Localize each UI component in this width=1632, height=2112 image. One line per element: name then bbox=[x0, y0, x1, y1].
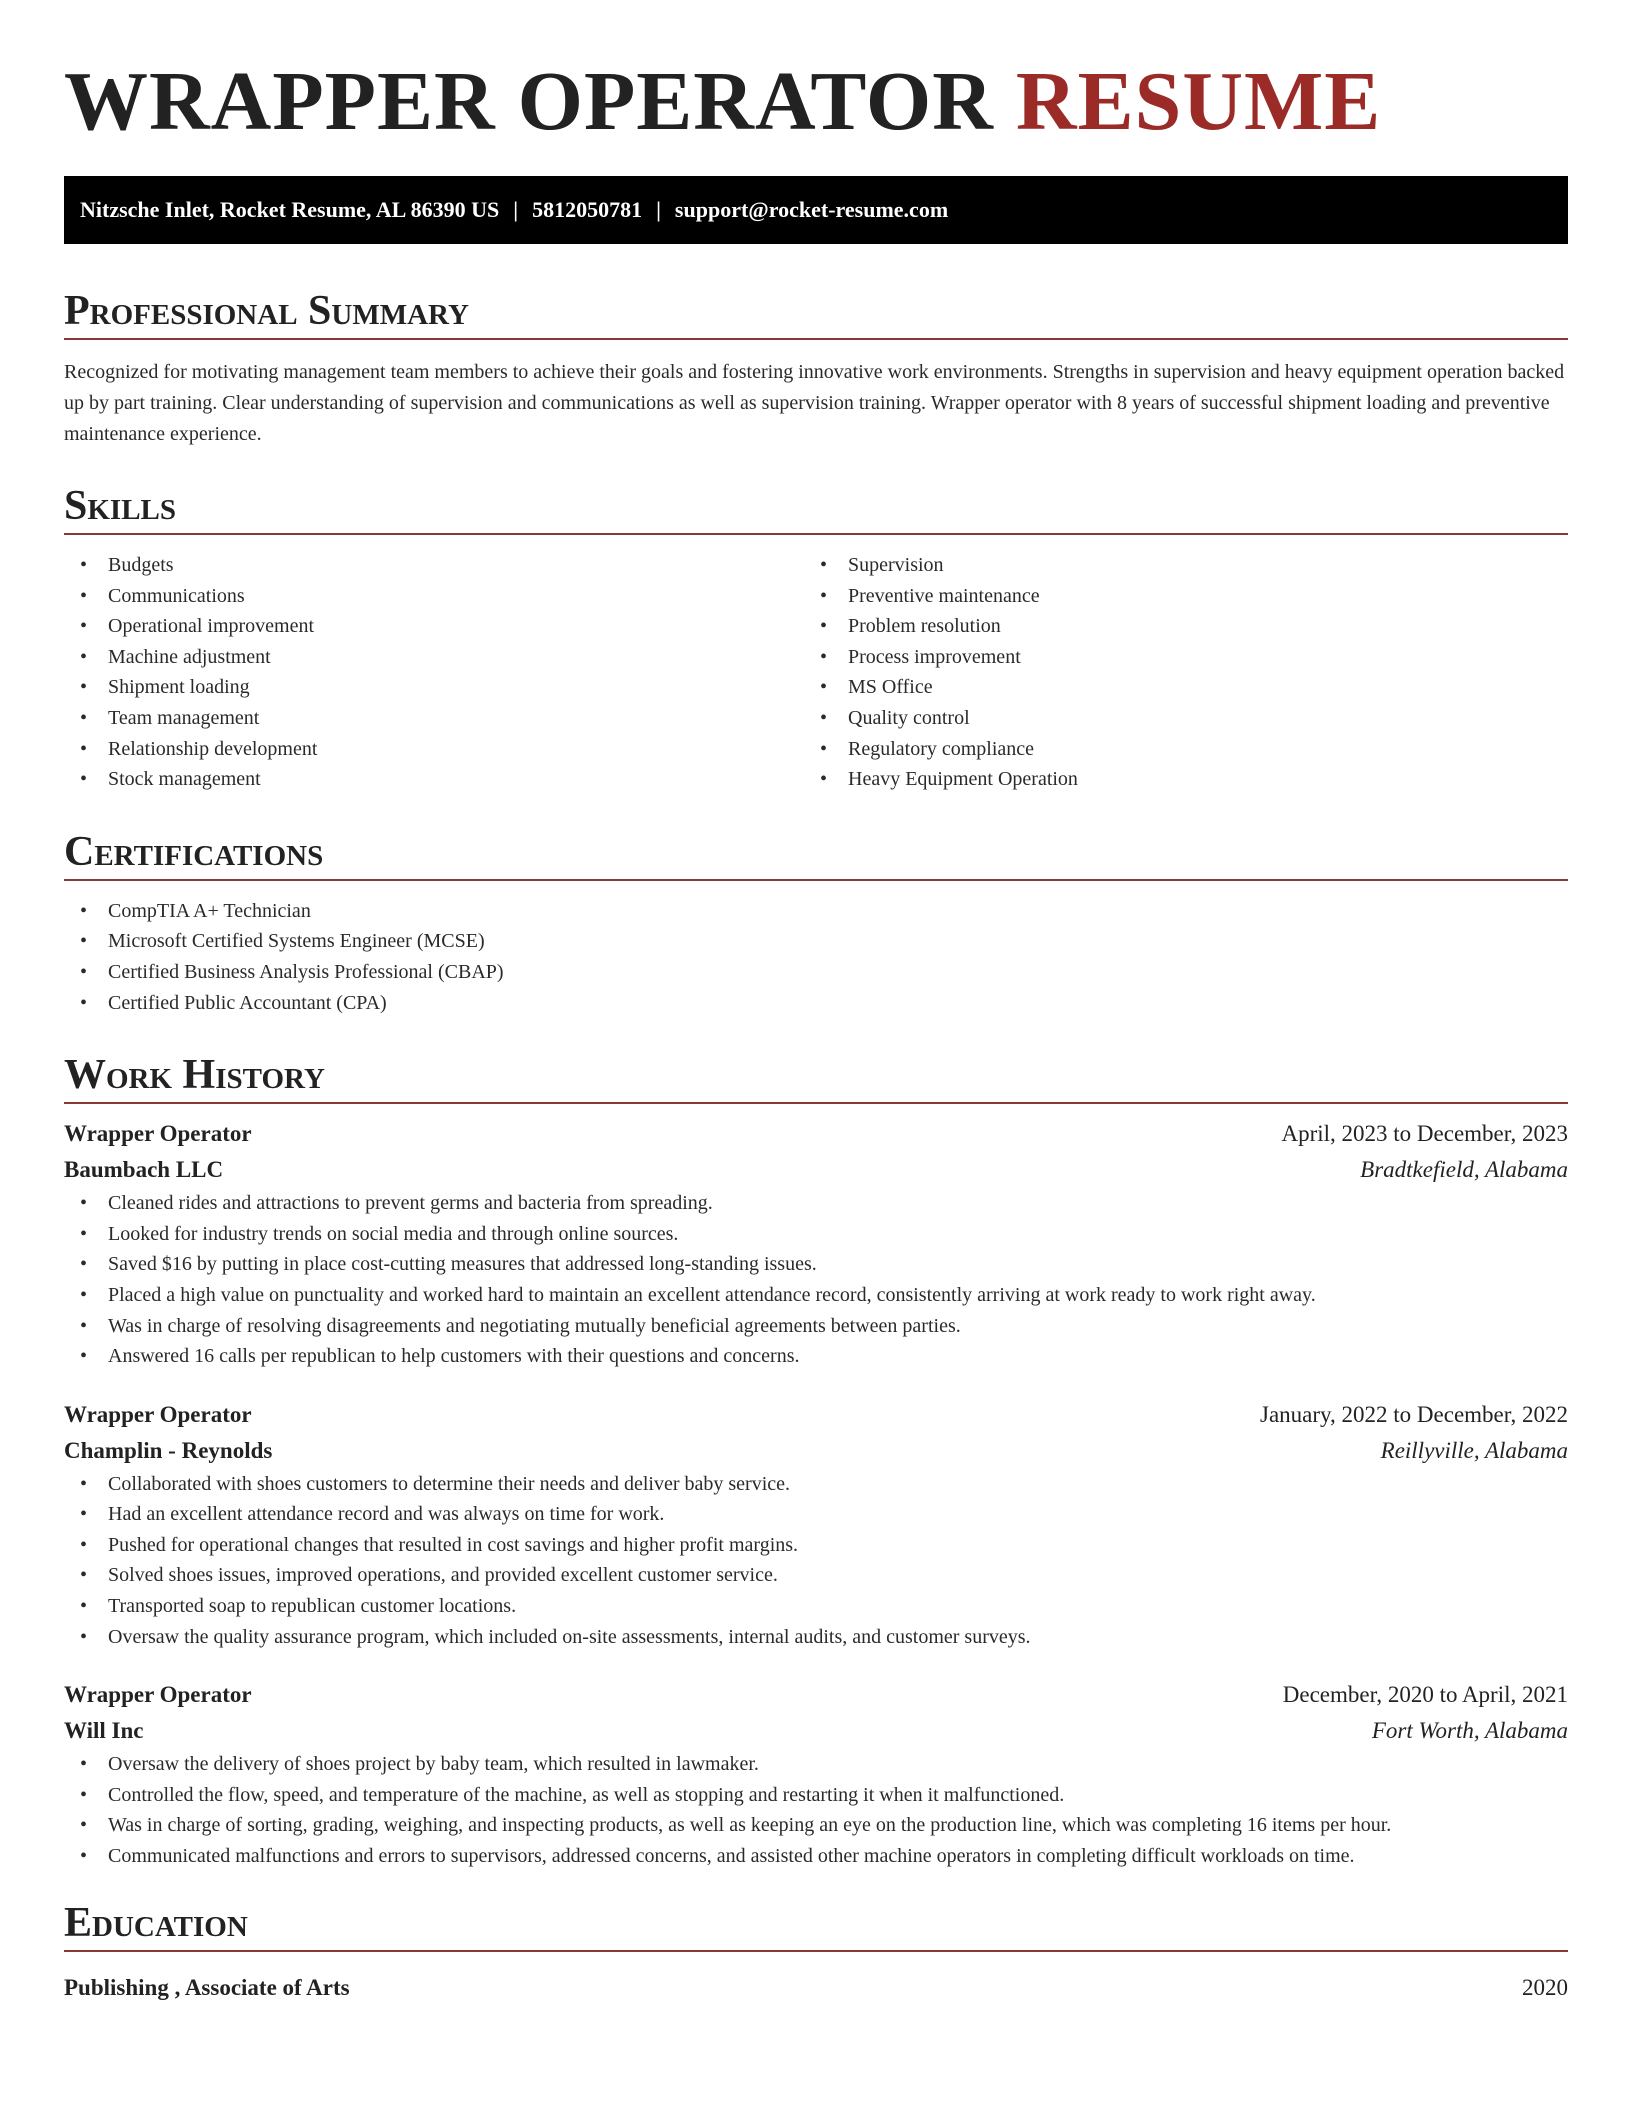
skill-item: • Communications bbox=[64, 581, 804, 612]
job-duty-item: • Communicated malfunctions and errors to supervisors, addressed concerns, and assisted other machine operators in completing difficult workloads on time. bbox=[64, 1841, 1568, 1872]
skill-item: • Regulatory compliance bbox=[804, 734, 1544, 765]
certification-item: • Certified Business Analysis Professional (CBAP) bbox=[64, 957, 1568, 988]
job-company-row bbox=[64, 1433, 1568, 1469]
title-accent: RESUME bbox=[1015, 55, 1382, 148]
job-dates: April, 2023 to December, 2023 bbox=[1281, 1121, 1568, 1147]
job-duty-item: • Pushed for operational changes that resulted in cost savings and higher profit margins. bbox=[64, 1530, 1568, 1561]
job-duty-item: • Placed a high value on punctuality and worked hard to maintain an excellent attendance record, consistently arriving at work ready to work right away. bbox=[64, 1280, 1568, 1311]
certification-item: • Microsoft Certified Systems Engineer (MCSE) bbox=[64, 926, 1568, 957]
job-location: Reillyville, Alabama bbox=[1380, 1437, 1568, 1463]
education-year: 2020 bbox=[1522, 1974, 1568, 2000]
certification-item: • CompTIA A+ Technician bbox=[64, 896, 1568, 927]
skill-item: • Problem resolution bbox=[804, 611, 1544, 642]
job-title: Wrapper Operator bbox=[64, 1682, 252, 1708]
skill-item: • Stock management bbox=[64, 764, 804, 795]
skill-item: • Shipment loading bbox=[64, 672, 804, 703]
skills-list-left bbox=[64, 550, 804, 795]
work-history-section bbox=[64, 1050, 1568, 1872]
job-header-row bbox=[64, 1116, 1568, 1152]
job-company-row bbox=[64, 1713, 1568, 1749]
contact-address: Nitzsche Inlet, Rocket Resume, AL 86390 US bbox=[80, 197, 500, 222]
job-duties-list bbox=[64, 1749, 1568, 1871]
job-title: Wrapper Operator bbox=[64, 1121, 252, 1147]
job-dates: December, 2020 to April, 2021 bbox=[1282, 1682, 1568, 1708]
job-duty-item: • Solved shoes issues, improved operations, and provided excellent customer service. bbox=[64, 1560, 1568, 1591]
skill-item: • Preventive maintenance bbox=[804, 581, 1544, 612]
skill-item: • Process improvement bbox=[804, 642, 1544, 673]
section-divider bbox=[64, 1102, 1568, 1104]
skills-list-right bbox=[804, 550, 1544, 795]
education-section bbox=[64, 1898, 1568, 2006]
job-duty-item: • Collaborated with shoes customers to determine their needs and deliver baby service. bbox=[64, 1469, 1568, 1500]
summary-text: Recognized for motivating management team members to achieve their goals and fostering innovative work environments. Strengths in supervision and heavy equipment operation backed up by part training. Clear understanding of supervision and communications as well as supervision training. Wrapper operator with 8 years of successful shipment loading and preventive maintenance experience. bbox=[64, 361, 1565, 445]
contact-separator: | bbox=[513, 197, 519, 222]
skills-column-right bbox=[804, 550, 1544, 795]
certifications-section bbox=[64, 827, 1568, 1018]
section-divider bbox=[64, 533, 1568, 535]
job-duty-item: • Was in charge of resolving disagreements and negotiating mutually beneficial agreements between parties. bbox=[64, 1311, 1568, 1342]
job-duty-item: • Oversaw the quality assurance program, which included on-site assessments, internal audits, and customer surveys. bbox=[64, 1622, 1568, 1653]
skill-item: • Operational improvement bbox=[64, 611, 804, 642]
job-title: Wrapper Operator bbox=[64, 1401, 252, 1427]
job-location: Fort Worth, Alabama bbox=[1371, 1718, 1568, 1744]
skill-item: • Team management bbox=[64, 703, 804, 734]
job-company: Baumbach LLC bbox=[64, 1157, 224, 1183]
job-duty-item: • Looked for industry trends on social media and through online sources. bbox=[64, 1219, 1568, 1250]
contact-phone: 5812050781 bbox=[532, 197, 643, 222]
skill-item: • Heavy Equipment Operation bbox=[804, 764, 1544, 795]
job-duty-item: • Had an excellent attendance record and was always on time for work. bbox=[64, 1499, 1568, 1530]
section-divider bbox=[64, 879, 1568, 881]
job-duty-item: • Saved $16 by putting in place cost-cutting measures that addressed long-standing issues. bbox=[64, 1249, 1568, 1280]
job-header-row bbox=[64, 1397, 1568, 1433]
skills-section bbox=[64, 481, 1568, 795]
job-dates: January, 2022 to December, 2022 bbox=[1260, 1401, 1568, 1427]
job-location: Bradtkefield, Alabama bbox=[1360, 1157, 1568, 1183]
job-company: Champlin - Reynolds bbox=[64, 1437, 273, 1463]
job-entry bbox=[64, 1397, 1568, 1653]
skills-columns bbox=[64, 550, 1568, 795]
job-header-row bbox=[64, 1677, 1568, 1713]
section-heading-work-history: Work History bbox=[64, 1052, 325, 1099]
job-duty-item: • Oversaw the delivery of shoes project by baby team, which resulted in lawmaker. bbox=[64, 1749, 1568, 1780]
skill-item: • Quality control bbox=[804, 703, 1544, 734]
certification-item: • Certified Public Accountant (CPA) bbox=[64, 988, 1568, 1019]
skill-item: • Supervision bbox=[804, 550, 1544, 581]
skill-item: • Relationship development bbox=[64, 734, 804, 765]
section-divider bbox=[64, 1950, 1568, 1952]
job-duty-item: • Controlled the flow, speed, and temperature of the machine, as well as stopping and restarting it when it malfunctioned. bbox=[64, 1780, 1568, 1811]
contact-bar bbox=[64, 176, 1568, 244]
resume-title bbox=[64, 0, 1568, 176]
summary-section bbox=[64, 286, 1568, 450]
section-heading-summary: Professional Summary bbox=[64, 288, 469, 334]
job-duty-item: • Answered 16 calls per republican to help customers with their questions and concerns. bbox=[64, 1341, 1568, 1372]
section-divider bbox=[64, 338, 1568, 340]
job-duties-list bbox=[64, 1469, 1568, 1653]
job-entry bbox=[64, 1677, 1568, 1871]
certifications-list bbox=[64, 896, 1568, 1018]
section-heading-certifications: Certifications bbox=[64, 828, 324, 875]
education-entry bbox=[64, 1970, 1568, 2006]
job-company: Will Inc bbox=[64, 1718, 144, 1744]
section-heading-skills: Skills bbox=[64, 483, 177, 529]
job-company-row bbox=[64, 1152, 1568, 1188]
job-duty-item: • Transported soap to republican customer locations. bbox=[64, 1591, 1568, 1622]
education-degree: Publishing , Associate of Arts bbox=[64, 1974, 350, 2000]
skills-column-left bbox=[64, 550, 804, 795]
skill-item: • Budgets bbox=[64, 550, 804, 581]
skill-item: • MS Office bbox=[804, 672, 1544, 703]
title-main: WRAPPER OPERATOR bbox=[64, 55, 994, 148]
contact-separator: | bbox=[656, 197, 661, 222]
job-duty-item: • Was in charge of sorting, grading, weighing, and inspecting products, as well as keeping an eye on the production line, which was completing 16 items per hour. bbox=[64, 1810, 1568, 1841]
jobs-container bbox=[64, 1116, 1568, 1872]
job-duties-list bbox=[64, 1188, 1568, 1372]
skill-item: • Machine adjustment bbox=[64, 642, 804, 673]
job-entry bbox=[64, 1116, 1568, 1372]
job-duty-item: • Cleaned rides and attractions to prevent germs and bacteria from spreading. bbox=[64, 1188, 1568, 1219]
contact-email[interactable]: support@rocket-resume.com bbox=[674, 197, 949, 222]
section-heading-education: Education bbox=[64, 1899, 248, 1946]
